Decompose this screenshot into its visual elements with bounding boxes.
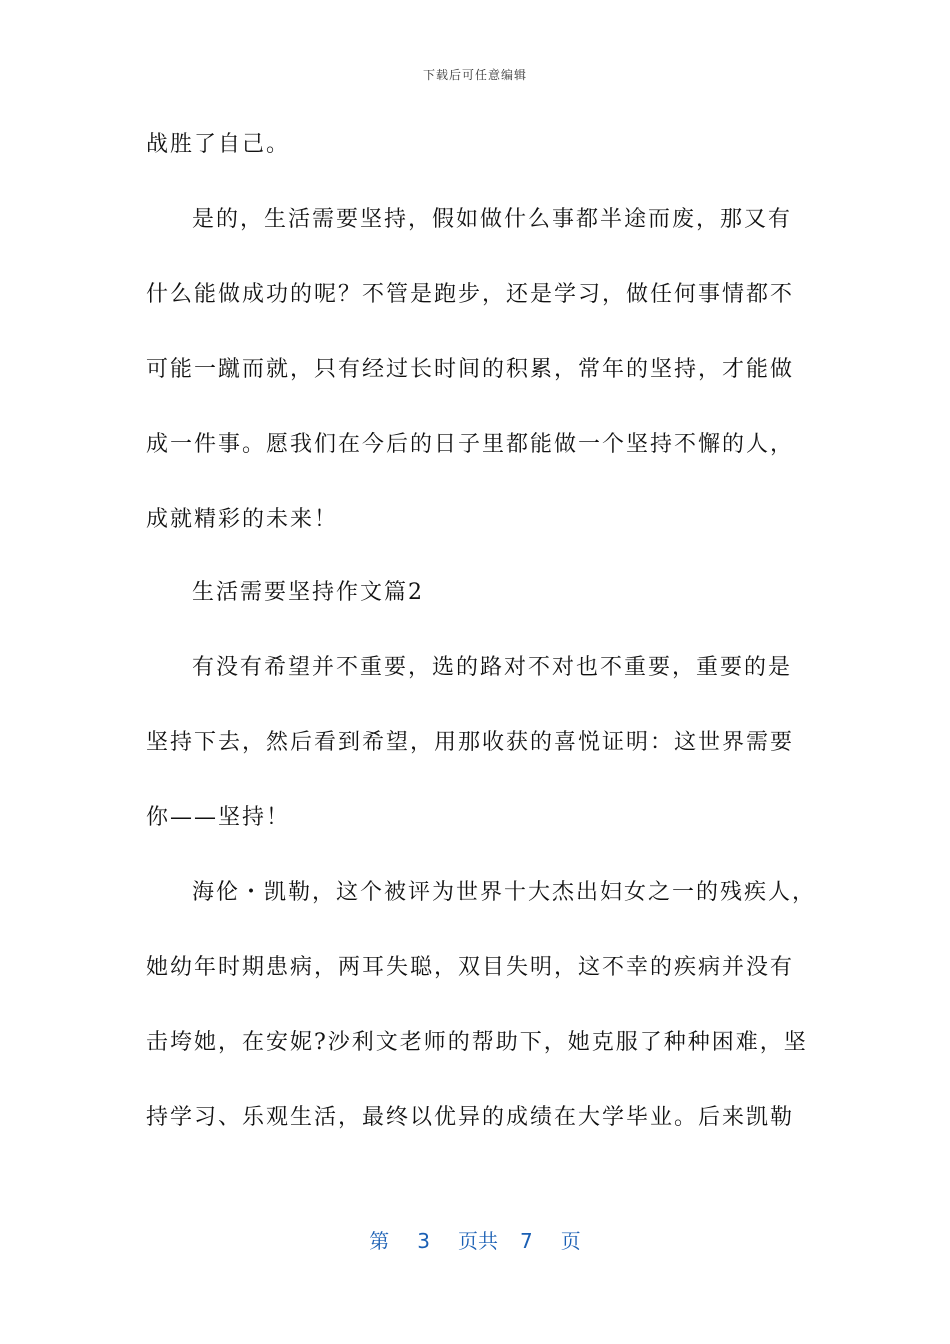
body-line: 成一件事。愿我们在今后的日子里都能做一个坚持不懈的人， bbox=[146, 432, 795, 457]
body-line: 她幼年时期患病，两耳失聪，双目失明，这不幸的疾病并没有 bbox=[146, 955, 795, 980]
footer-suffix: 页 bbox=[560, 1229, 581, 1253]
footer-page-number: 3 bbox=[417, 1229, 430, 1253]
footer-middle: 页共 bbox=[458, 1229, 498, 1253]
page-footer bbox=[0, 1225, 950, 1254]
body-line: 成就精彩的未来！ bbox=[146, 507, 339, 532]
body-line: 战胜了自己。 bbox=[146, 132, 291, 157]
body-line: 可能一蹴而就，只有经过长时间的积累，常年的坚持，才能做 bbox=[146, 357, 795, 382]
body-line: 是的，生活需要坚持，假如做什么事都半途而废，那又有 bbox=[192, 207, 793, 232]
body-line: 什么能做成功的呢？不管是跑步，还是学习，做任何事情都不 bbox=[146, 282, 795, 307]
footer-prefix: 第 bbox=[369, 1229, 390, 1253]
body-line: 有没有希望并不重要，选的路对不对也不重要，重要的是 bbox=[192, 655, 793, 680]
body-line: 你——坚持！ bbox=[146, 805, 291, 830]
page-header: 下载后可任意编辑 bbox=[422, 68, 527, 82]
body-line: 坚持下去，然后看到希望，用那收获的喜悦证明：这世界需要 bbox=[146, 730, 795, 755]
body-line: 持学习、乐观生活，最终以优异的成绩在大学毕业。后来凯勒 bbox=[146, 1105, 795, 1130]
footer-total-pages: 7 bbox=[520, 1229, 533, 1253]
section-heading: 生活需要坚持作文篇2 bbox=[192, 580, 424, 605]
body-line: 海伦・凯勒，这个被评为世界十大杰出妇女之一的残疾人， bbox=[192, 880, 817, 905]
body-line: 击垮她，在安妮?沙利文老师的帮助下，她克服了种种困难，坚 bbox=[146, 1030, 808, 1055]
